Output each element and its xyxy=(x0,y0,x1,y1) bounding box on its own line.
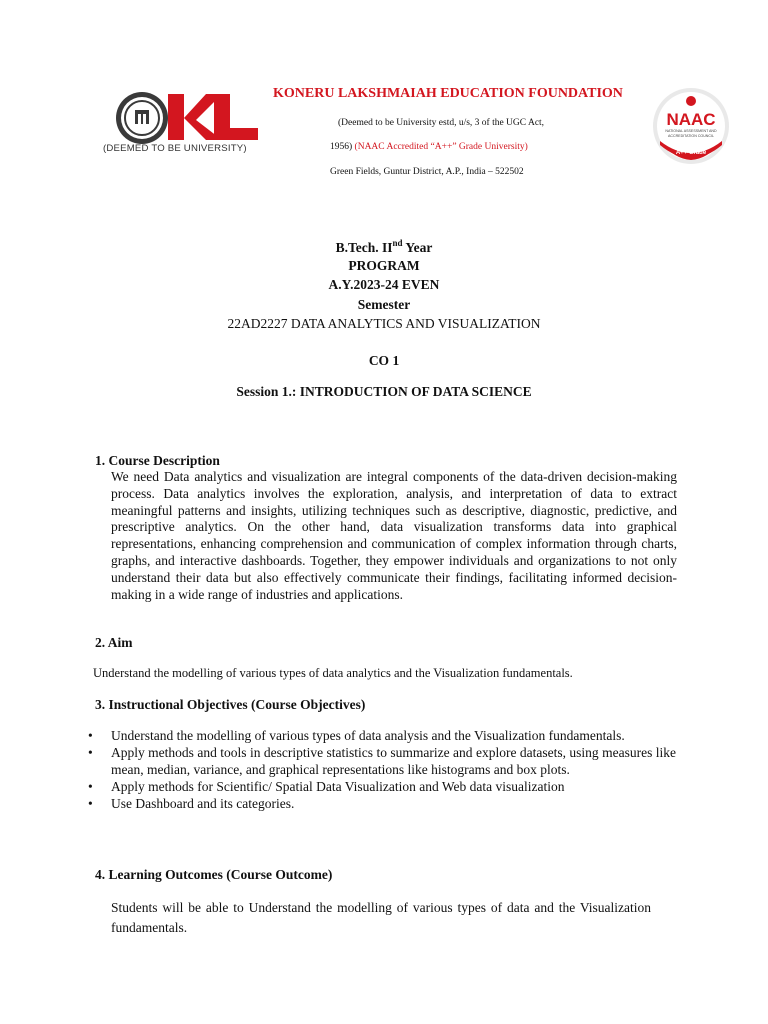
course-title: 22AD2227 DATA ANALYTICS AND VISUALIZATION xyxy=(227,316,541,331)
objective-text: Use Dashboard and its categories. xyxy=(111,795,295,811)
naac-title: NAAC xyxy=(666,110,716,129)
objective-item xyxy=(88,779,676,796)
program-label: PROGRAM xyxy=(348,258,420,273)
objective-text: Understand the modelling of various types of data analysis and the Visualization fundamentals. xyxy=(111,728,625,743)
header-year: 1956) xyxy=(330,142,353,152)
objectives-heading: 3. Instructional Objectives (Course Objectives) xyxy=(95,697,366,712)
academic-year: A.Y.2023-24 EVEN xyxy=(328,277,440,292)
header-address: Green Fields, Guntur District, A.P., India – 522502 xyxy=(330,167,524,177)
objective-item xyxy=(88,728,676,745)
header-naac-line xyxy=(330,142,528,152)
bullet: • xyxy=(88,728,93,743)
course-description-heading: 1. Course Description xyxy=(95,453,220,468)
kl-letter-k-stem xyxy=(168,94,184,140)
course-outcome-number: CO 1 xyxy=(368,353,400,368)
year-superscript: nd xyxy=(392,238,403,248)
objectives-list xyxy=(88,728,676,813)
learning-outcomes-heading: 4. Learning Outcomes (Course Outcome) xyxy=(95,867,333,882)
naac-subtitle-1: NATIONAL ASSESSMENT AND xyxy=(665,129,717,133)
kl-logo-tagline: (DEEMED TO BE UNIVERSITY) xyxy=(103,143,247,154)
header-deemed-line: (Deemed to be University estd, u/s, 3 of the UGC Act, xyxy=(338,118,545,128)
kl-letter-l xyxy=(214,94,258,140)
year-prefix: B.Tech. II xyxy=(335,240,393,255)
bullet: • xyxy=(88,795,93,811)
objective-item xyxy=(88,745,676,779)
foundation-name: KONERU LAKSHMAIAH EDUCATION FOUNDATION xyxy=(273,86,623,101)
objective-item xyxy=(88,796,676,813)
objective-text: Apply methods and tools in descriptive statistics to summarize and explore datasets, using measures like mean, median, variance, and graphical representations like histograms and box plots. xyxy=(111,744,676,777)
program-year xyxy=(0,238,768,256)
bullet: • xyxy=(88,744,93,760)
aim-heading: 2. Aim xyxy=(95,635,133,650)
year-suffix: Year xyxy=(402,240,433,255)
learning-outcomes-text: Students will be able to Understand the modelling of various types of data and the Visualization fundamentals. xyxy=(111,900,651,935)
session-title: Session 1.: INTRODUCTION OF DATA SCIENCE xyxy=(236,384,532,399)
course-description-text: We need Data analytics and visualization are integral components of the data-driven decision-making process. Data analytics involves the exploration, analysis, and interpretation of data to extract meaningful patterns and insights, utilizing techniques such as descriptive, diagnostic, predictive, and prescriptive analytics. On the other hand, data visualization transforms data into graphical representations, enhancing comprehension and communication of complex information through charts, graphs, and interactive dashboards. Together, they empower individuals and organizations to not only understand their data but also effectively communicate their findings, facilitating informed decision-making in a wide range of industries and applications. xyxy=(111,469,677,602)
objective-text: Apply methods for Scientific/ Spatial Data Visualization and Web data visualization xyxy=(111,778,565,794)
naac-badge xyxy=(652,87,730,165)
naac-emblem-icon xyxy=(686,96,696,106)
aim-text: Understand the modelling of various types of data analytics and the Visualization fundamentals. xyxy=(93,666,573,680)
naac-accredited-text: (NAAC Accredited “A++” Grade University) xyxy=(354,142,528,152)
bullet: • xyxy=(88,778,93,794)
naac-subtitle-2: ACCREDITATION COUNCIL xyxy=(668,134,714,138)
kl-emblem-building xyxy=(135,110,149,124)
semester-label: Semester xyxy=(357,297,411,312)
naac-grade: A++ Grade xyxy=(675,150,707,156)
